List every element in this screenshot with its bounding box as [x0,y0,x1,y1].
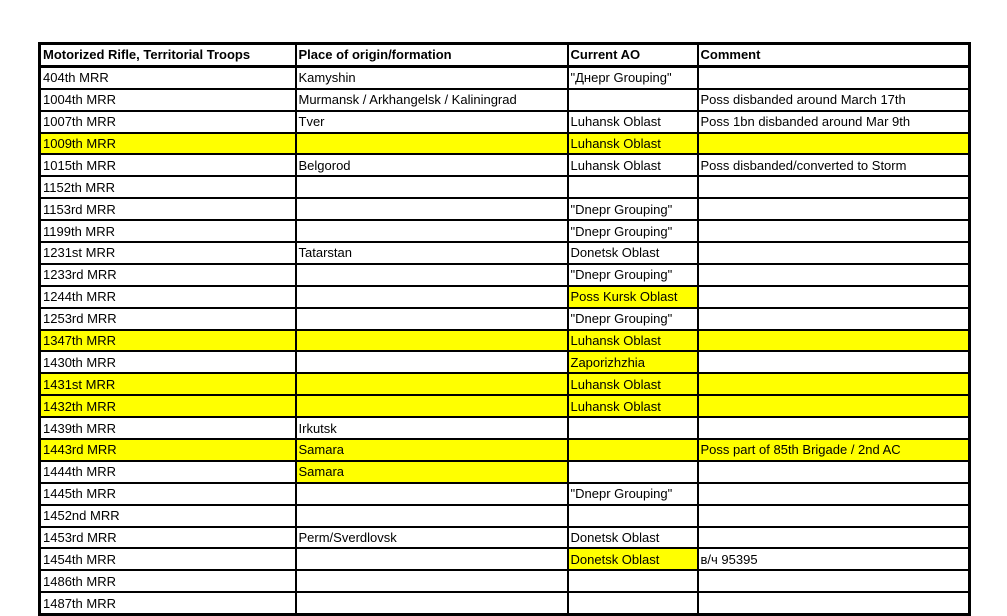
comment-cell[interactable] [698,66,970,88]
origin-cell[interactable]: Perm/Sverdlovsk [296,527,568,549]
origin-cell[interactable]: Belgorod [296,154,568,176]
comment-cell[interactable]: Poss disbanded/converted to Storm [698,154,970,176]
current-ao-cell[interactable]: Luhansk Oblast [568,373,698,395]
comment-cell[interactable] [698,570,970,592]
table-row [40,417,970,439]
table-row [40,527,970,549]
current-ao-cell[interactable]: "Dnepr Grouping" [568,264,698,286]
table-row [40,373,970,395]
origin-cell[interactable] [296,373,568,395]
comment-cell[interactable]: Poss disbanded around March 17th [698,89,970,111]
table-row [40,308,970,330]
comment-cell[interactable]: в/ч 95395 [698,548,970,570]
origin-cell[interactable] [296,548,568,570]
unit-cell[interactable]: 1152th MRR [40,176,296,198]
current-ao-cell[interactable]: Poss Kursk Oblast [568,286,698,308]
comment-cell[interactable] [698,351,970,373]
unit-cell[interactable]: 1443rd MRR [40,439,296,461]
current-ao-cell[interactable]: Luhansk Oblast [568,330,698,352]
table-row [40,111,970,133]
header-row [40,44,970,67]
current-ao-cell[interactable] [568,505,698,527]
current-ao-cell[interactable] [568,89,698,111]
unit-cell[interactable]: 1233rd MRR [40,264,296,286]
origin-cell[interactable] [296,505,568,527]
origin-cell[interactable]: Kamyshin [296,66,568,88]
current-ao-cell[interactable]: "Dnepr Grouping" [568,220,698,242]
origin-cell[interactable]: Murmansk / Arkhangelsk / Kaliningrad [296,89,568,111]
table-header [40,44,970,67]
origin-cell[interactable] [296,133,568,155]
unit-cell[interactable]: 1015th MRR [40,154,296,176]
header-comment[interactable]: Comment [698,44,970,67]
unit-cell[interactable]: 404th MRR [40,66,296,88]
unit-cell[interactable]: 1009th MRR [40,133,296,155]
comment-cell[interactable] [698,527,970,549]
table-row [40,395,970,417]
unit-cell[interactable]: 1244th MRR [40,286,296,308]
table-row [40,505,970,527]
unit-cell[interactable]: 1007th MRR [40,111,296,133]
table-row [40,66,970,88]
table-row [40,592,970,614]
unit-cell[interactable]: 1445th MRR [40,483,296,505]
table-row [40,483,970,505]
comment-cell[interactable] [698,592,970,614]
table-row [40,330,970,352]
current-ao-cell[interactable]: Luhansk Oblast [568,395,698,417]
header-current-ao[interactable]: Current AO [568,44,698,67]
origin-cell[interactable] [296,483,568,505]
unit-cell[interactable]: 1231st MRR [40,242,296,264]
current-ao-cell[interactable] [568,439,698,461]
origin-cell[interactable]: Tatarstan [296,242,568,264]
unit-cell[interactable]: 1199th MRR [40,220,296,242]
comment-cell[interactable] [698,483,970,505]
comment-cell[interactable]: Poss 1bn disbanded around Mar 9th [698,111,970,133]
unit-cell[interactable]: 1486th MRR [40,570,296,592]
comment-cell[interactable] [698,308,970,330]
current-ao-cell[interactable] [568,417,698,439]
table-row [40,351,970,373]
comment-cell[interactable] [698,505,970,527]
comment-cell[interactable] [698,176,970,198]
table-row [40,176,970,198]
current-ao-cell[interactable]: Luhansk Oblast [568,133,698,155]
table-row [40,439,970,461]
origin-cell[interactable]: Irkutsk [296,417,568,439]
unit-cell[interactable]: 1487th MRR [40,592,296,614]
origin-cell[interactable] [296,395,568,417]
table-row [40,264,970,286]
unit-cell[interactable]: 1452nd MRR [40,505,296,527]
current-ao-cell[interactable]: "Днepr Grouping" [568,66,698,88]
table-row [40,286,970,308]
current-ao-cell[interactable] [568,176,698,198]
origin-cell[interactable] [296,286,568,308]
table-body [40,66,970,614]
origin-cell[interactable] [296,308,568,330]
comment-cell[interactable] [698,220,970,242]
comment-cell[interactable] [698,264,970,286]
comment-cell[interactable] [698,373,970,395]
table-row [40,133,970,155]
unit-cell[interactable]: 1432th MRR [40,395,296,417]
header-unit[interactable]: Motorized Rifle, Territorial Troops [40,44,296,67]
comment-cell[interactable] [698,286,970,308]
current-ao-cell[interactable]: "Dnepr Grouping" [568,308,698,330]
origin-cell[interactable] [296,330,568,352]
origin-cell[interactable]: Samara [296,439,568,461]
current-ao-cell[interactable] [568,592,698,614]
current-ao-cell[interactable]: Luhansk Oblast [568,111,698,133]
unit-cell[interactable]: 1004th MRR [40,89,296,111]
comment-cell[interactable] [698,330,970,352]
comment-cell[interactable] [698,242,970,264]
current-ao-cell[interactable] [568,570,698,592]
table-row [40,198,970,220]
origin-cell[interactable] [296,264,568,286]
table-row [40,154,970,176]
table-row [40,89,970,111]
comment-cell[interactable] [698,395,970,417]
current-ao-cell[interactable]: "Dnepr Grouping" [568,198,698,220]
origin-cell[interactable]: Tver [296,111,568,133]
current-ao-cell[interactable]: Donetsk Oblast [568,527,698,549]
comment-cell[interactable] [698,133,970,155]
table-row [40,570,970,592]
table-row [40,461,970,483]
origin-cell[interactable] [296,198,568,220]
current-ao-cell[interactable]: Donetsk Oblast [568,242,698,264]
mrr-table [38,42,971,616]
origin-cell[interactable] [296,592,568,614]
comment-cell[interactable]: Poss part of 85th Brigade / 2nd AC [698,439,970,461]
unit-cell[interactable]: 1453rd MRR [40,527,296,549]
current-ao-cell[interactable]: "Dnepr Grouping" [568,483,698,505]
table-row [40,548,970,570]
comment-cell[interactable] [698,417,970,439]
origin-cell[interactable] [296,176,568,198]
origin-cell[interactable] [296,570,568,592]
unit-cell[interactable]: 1347th MRR [40,330,296,352]
current-ao-cell[interactable]: Donetsk Oblast [568,548,698,570]
current-ao-cell[interactable]: Luhansk Oblast [568,154,698,176]
unit-cell[interactable]: 1253rd MRR [40,308,296,330]
table-row [40,242,970,264]
origin-cell[interactable]: Samara [296,461,568,483]
origin-cell[interactable] [296,220,568,242]
unit-cell[interactable]: 1454th MRR [40,548,296,570]
current-ao-cell[interactable] [568,461,698,483]
unit-cell[interactable]: 1430th MRR [40,351,296,373]
unit-cell[interactable]: 1153rd MRR [40,198,296,220]
current-ao-cell[interactable]: Zaporizhzhia [568,351,698,373]
header-origin[interactable]: Place of origin/formation [296,44,568,67]
unit-cell[interactable]: 1439th MRR [40,417,296,439]
comment-cell[interactable] [698,198,970,220]
table-row [40,220,970,242]
unit-cell[interactable]: 1431st MRR [40,373,296,395]
unit-cell[interactable]: 1444th MRR [40,461,296,483]
origin-cell[interactable] [296,351,568,373]
comment-cell[interactable] [698,461,970,483]
